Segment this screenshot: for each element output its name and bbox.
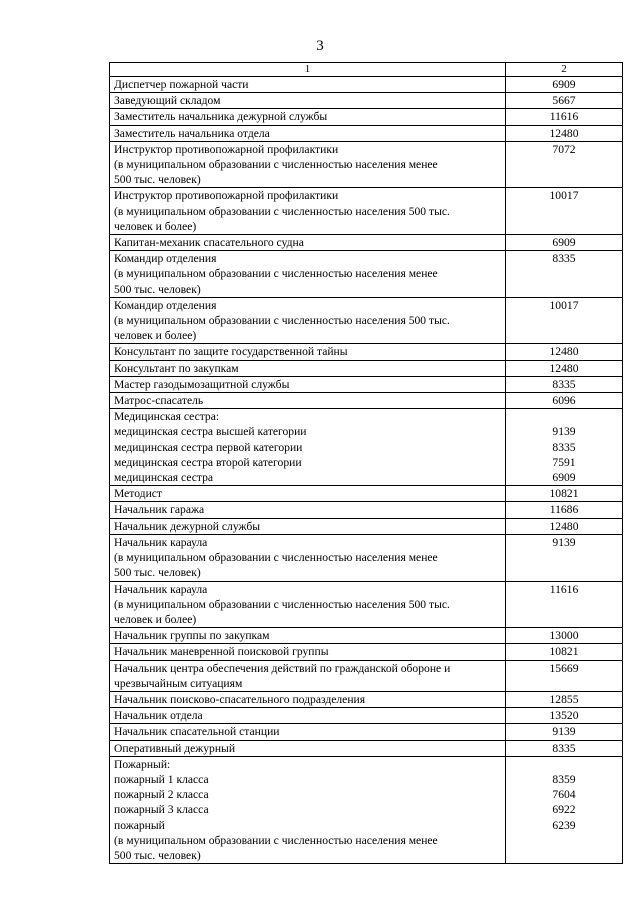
table-row <box>110 486 623 502</box>
salary-value: 8359 <box>552 772 576 786</box>
table-row <box>110 77 623 93</box>
position-text: Начальник караула <box>114 582 208 596</box>
salary-cell <box>506 660 623 691</box>
position-text: Матрос-спасатель <box>114 394 204 408</box>
salary-cell <box>506 188 623 235</box>
position-cell <box>110 376 506 392</box>
salary-value: 13000 <box>549 629 579 643</box>
position-cell <box>110 77 506 93</box>
salary-value: 10017 <box>549 298 579 312</box>
table-row <box>110 235 623 251</box>
position-text: человек и более) <box>114 219 197 233</box>
salary-cell <box>506 125 623 141</box>
position-cell <box>110 188 506 235</box>
position-cell <box>110 502 506 518</box>
position-text: (в муниципальном образовании с численностью населения 500 тыс. <box>114 314 450 328</box>
salary-value: 7072 <box>552 142 576 156</box>
column-header-1: 1 <box>110 63 506 77</box>
position-text: Начальник спасательной станции <box>114 725 280 739</box>
position-text: (в муниципальном образовании с численностью населения менее <box>114 833 438 847</box>
position-text: Пожарный: <box>114 757 171 771</box>
position-cell <box>110 581 506 628</box>
table-row <box>110 691 623 707</box>
salary-cell <box>506 93 623 109</box>
table-row <box>110 409 623 486</box>
position-text: медицинская сестра высшей категории <box>114 425 307 439</box>
position-cell <box>110 534 506 581</box>
table-row <box>110 660 623 691</box>
position-text: медицинская сестра второй категории <box>114 455 302 469</box>
salary-value: 6239 <box>552 818 576 832</box>
position-cell <box>110 660 506 691</box>
salary-value: 6909 <box>552 471 576 485</box>
salary-value: 9139 <box>552 535 576 549</box>
salary-cell <box>506 409 623 486</box>
position-text: Заведующий складом <box>114 94 221 108</box>
salary-cell <box>506 628 623 644</box>
position-text: человек и более) <box>114 329 197 343</box>
position-cell <box>110 724 506 740</box>
salary-value: 12480 <box>549 519 579 533</box>
position-cell <box>110 628 506 644</box>
table-row <box>110 360 623 376</box>
position-cell <box>110 486 506 502</box>
salary-value: 10821 <box>549 487 579 501</box>
salary-value: 6096 <box>552 394 576 408</box>
salary-cell <box>506 344 623 360</box>
position-text: Начальник караула <box>114 535 208 549</box>
position-cell <box>110 644 506 660</box>
position-text: Инструктор противопожарной профилактики <box>114 142 339 156</box>
table-row <box>110 756 623 863</box>
salary-value: 12480 <box>549 345 579 359</box>
table-row <box>110 724 623 740</box>
position-cell <box>110 756 506 863</box>
table-row <box>110 644 623 660</box>
position-text: 500 тыс. человек) <box>114 566 201 580</box>
salary-value: 13520 <box>549 709 579 723</box>
position-text: Командир отделения <box>114 252 217 266</box>
salary-value: 9139 <box>552 725 576 739</box>
position-text: пожарный <box>114 818 165 832</box>
position-text: (в муниципальном образовании с численностью населения 500 тыс. <box>114 204 450 218</box>
position-text: Инструктор противопожарной профилактики <box>114 189 339 203</box>
salary-value: 12480 <box>549 361 579 375</box>
salary-cell <box>506 141 623 188</box>
position-text: (в муниципальном образовании с численностью населения менее <box>114 551 438 565</box>
salary-cell <box>506 581 623 628</box>
salary-cell <box>506 708 623 724</box>
position-text: Начальник центра обеспечения действий по гражданской обороне и <box>114 661 451 675</box>
salary-value: 6909 <box>552 78 576 91</box>
position-text: Командир отделения <box>114 298 217 312</box>
position-cell <box>110 409 506 486</box>
table-row <box>110 740 623 756</box>
salary-value: 10821 <box>549 645 579 659</box>
salary-cell <box>506 502 623 518</box>
position-text: Мастер газодымозащитной службы <box>114 377 290 391</box>
position-text: 500 тыс. человек) <box>114 173 201 187</box>
position-text: (в муниципальном образовании с численностью населения менее <box>114 267 438 281</box>
salary-cell <box>506 393 623 409</box>
table-row <box>110 534 623 581</box>
salary-cell <box>506 724 623 740</box>
salary-value: 11616 <box>549 582 579 596</box>
salary-cell <box>506 691 623 707</box>
position-text: медицинская сестра первой категории <box>114 440 303 454</box>
position-text: Заместитель начальника отдела <box>114 126 270 140</box>
position-text: Начальник гаража <box>114 503 205 517</box>
position-cell <box>110 93 506 109</box>
salary-value: 11686 <box>549 503 579 517</box>
salary-cell <box>506 251 623 298</box>
position-cell <box>110 235 506 251</box>
table-row <box>110 376 623 392</box>
salary-value: 12855 <box>549 692 579 706</box>
position-text: Капитан-механик спасательного судна <box>114 236 304 250</box>
table-row <box>110 502 623 518</box>
salary-cell <box>506 644 623 660</box>
table-row <box>110 188 623 235</box>
salary-cell <box>506 534 623 581</box>
position-cell <box>110 297 506 344</box>
salary-value: 6922 <box>552 803 576 817</box>
column-header-2: 2 <box>506 63 623 77</box>
position-text: 500 тыс. человек) <box>114 282 201 296</box>
position-text: пожарный 1 класса <box>114 772 209 786</box>
salary-value: 7604 <box>552 788 576 802</box>
salary-value: 8335 <box>552 377 576 391</box>
salary-value: 9139 <box>552 425 576 439</box>
position-cell <box>110 708 506 724</box>
salary-value: 6909 <box>552 236 576 250</box>
position-cell <box>110 740 506 756</box>
position-text: Начальник маневренной поисковой группы <box>114 645 329 659</box>
table-body <box>110 77 623 864</box>
position-text: Методист <box>114 487 162 501</box>
salary-cell <box>506 518 623 534</box>
position-text: 500 тыс. человек) <box>114 848 201 862</box>
salary-value: 12480 <box>549 126 579 140</box>
position-text: пожарный 3 класса <box>114 803 209 817</box>
salary-cell <box>506 109 623 125</box>
salary-value: 11616 <box>549 110 579 124</box>
position-cell <box>110 251 506 298</box>
salary-cell <box>506 486 623 502</box>
position-text: Оперативный дежурный <box>114 741 236 755</box>
position-text: (в муниципальном образовании с численностью населения менее <box>114 158 438 172</box>
position-text: Консультант по защите государственной тайны <box>114 345 348 359</box>
position-cell <box>110 518 506 534</box>
table-header-row <box>110 63 623 77</box>
position-text: Начальник поисково-спасательного подразделения <box>114 692 366 706</box>
table-row <box>110 297 623 344</box>
salary-value: 5667 <box>552 94 576 108</box>
position-text: медицинская сестра <box>114 471 214 485</box>
position-cell <box>110 344 506 360</box>
table-row <box>110 628 623 644</box>
position-cell <box>110 109 506 125</box>
salary-table <box>109 62 623 864</box>
salary-value: 15669 <box>549 661 579 675</box>
salary-cell <box>506 77 623 93</box>
position-text: Консультант по закупкам <box>114 361 239 375</box>
table-row <box>110 581 623 628</box>
page-number: 3 <box>316 38 324 54</box>
table-row <box>110 109 623 125</box>
salary-cell <box>506 756 623 863</box>
table-row <box>110 93 623 109</box>
salary-cell <box>506 360 623 376</box>
salary-cell <box>506 297 623 344</box>
position-cell <box>110 125 506 141</box>
position-cell <box>110 393 506 409</box>
position-text: (в муниципальном образовании с численностью населения 500 тыс. <box>114 597 450 611</box>
salary-value: 7591 <box>552 455 576 469</box>
salary-cell <box>506 235 623 251</box>
table-row <box>110 393 623 409</box>
salary-value: 8335 <box>552 440 576 454</box>
position-cell <box>110 691 506 707</box>
position-cell <box>110 141 506 188</box>
position-text: Начальник группы по закупкам <box>114 629 270 643</box>
position-text: Медицинская сестра: <box>114 410 220 424</box>
position-text: Начальник дежурной службы <box>114 519 261 533</box>
position-text: Заместитель начальника дежурной службы <box>114 110 328 124</box>
table-row <box>110 251 623 298</box>
table-row <box>110 518 623 534</box>
table-row <box>110 344 623 360</box>
table-row <box>110 708 623 724</box>
position-text: человек и более) <box>114 612 197 626</box>
table-row <box>110 125 623 141</box>
salary-value: 10017 <box>549 189 579 203</box>
position-text: Начальник отдела <box>114 709 203 723</box>
position-text: Диспетчер пожарной части <box>114 78 249 91</box>
position-text: пожарный 2 класса <box>114 788 209 802</box>
salary-value: 8335 <box>552 252 576 266</box>
salary-cell <box>506 376 623 392</box>
position-text: чрезвычайным ситуациям <box>114 676 243 690</box>
table-row <box>110 141 623 188</box>
position-cell <box>110 360 506 376</box>
salary-cell <box>506 740 623 756</box>
salary-value: 8335 <box>552 741 576 755</box>
